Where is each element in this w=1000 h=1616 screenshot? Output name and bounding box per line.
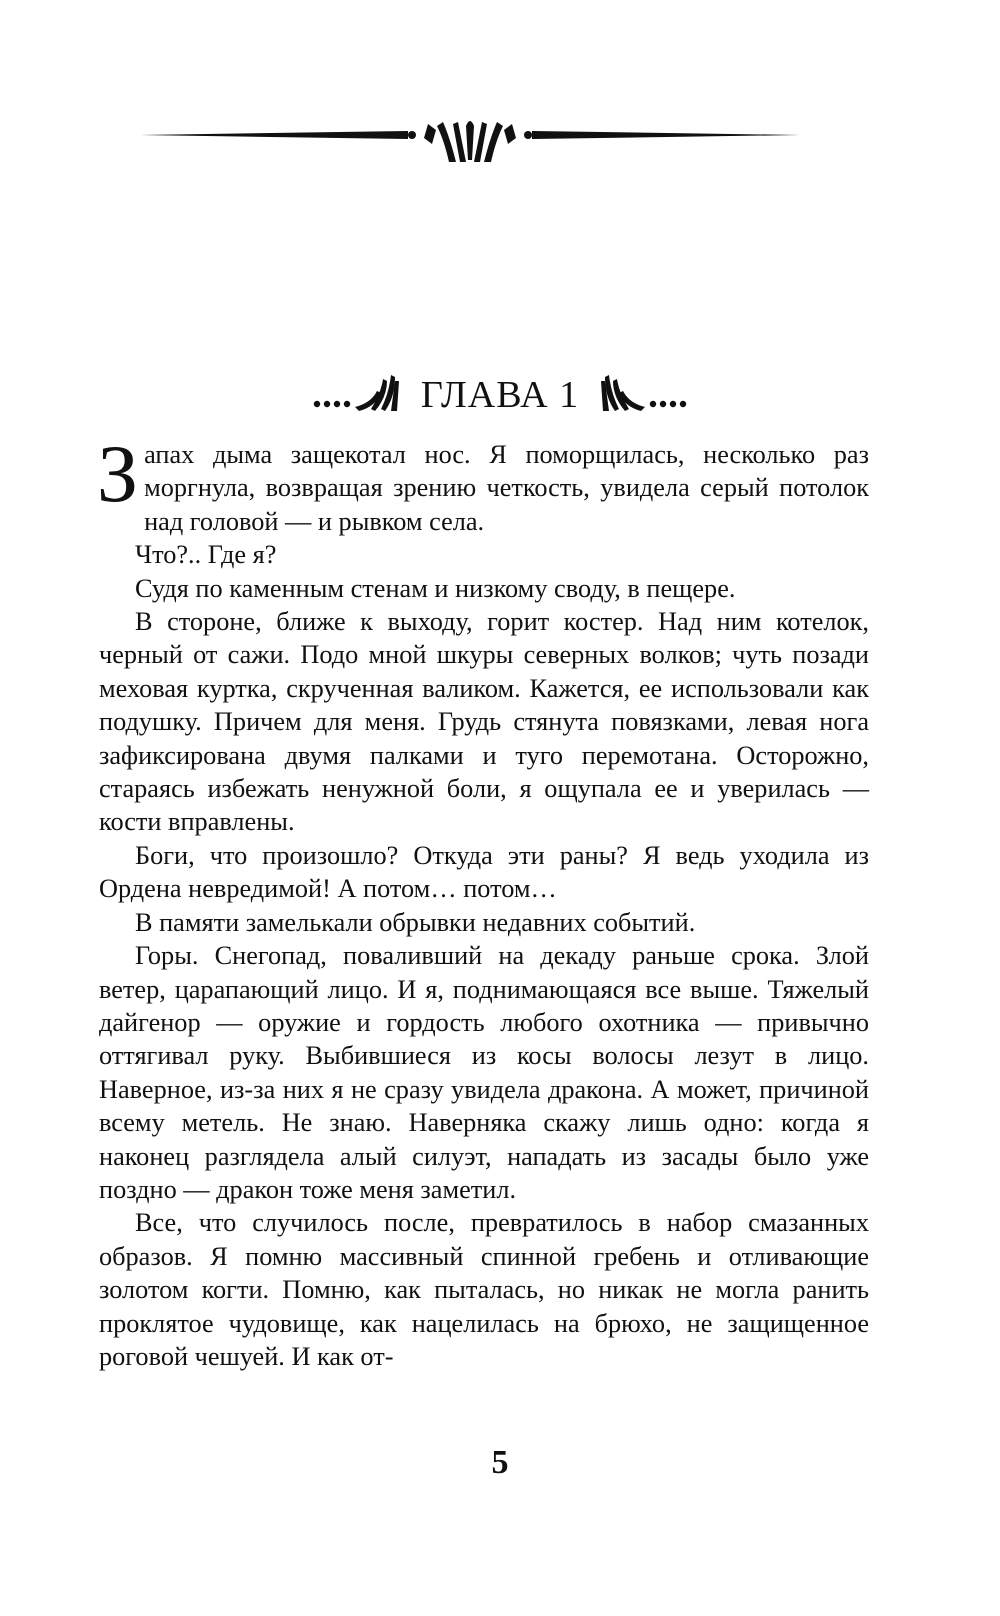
leaf-flourish-left-icon xyxy=(311,373,403,417)
drop-cap: З xyxy=(97,428,139,519)
leaf-flourish-right-icon xyxy=(597,373,689,417)
paragraph-7: Горы. Снегопад, поваливший на декаду раньше срока. Злой ветер, царапающий лицо. И я, поднимающаяся все выше. Тяжелый дайгенор — оружие и гордость любого охотника — привычно оттягивал руку. Выбившиеся из косы волосы лезут в лицо. Наверное, из-за них я не сразу увидела дракона. А может, причиной всему метель. Не знаю. Наверняка скажу лишь одно: когда я наконец разглядела алый силуэт, нападать из засады было уже поздно — дракон тоже меня заметил. xyxy=(99,941,869,1204)
paragraph-4: В стороне, ближе к выходу, горит костер. Над ним котелок, черный от сажи. Подо мной шкуры северных волков; чуть позади меховая куртка, скрученная валиком. Кажется, ее использовали как подушку. Причем для меня. Грудь стянута повязками, левая нога зафиксирована двумя палками и туго перемотана. Осторожно, стараясь избежать ненужной боли, я ощупала ее и уверилась — кости вправлены. xyxy=(99,607,869,837)
divider-flourish-icon xyxy=(140,118,800,178)
chapter-title: ГЛАВА 1 xyxy=(420,374,580,416)
page-number: 5 xyxy=(491,1444,509,1481)
paragraph-6: В памяти замелькали обрывки недавних событий. xyxy=(135,907,696,937)
paragraph-8: Все, что случилось после, превратилось в набор смазанных образов. Я помню массивный спинной гребень и отливающие золотом когти. Помню, как пыталась, но никак не могла ранить проклятое чудовище, как нацелилась на брюхо, не защищенное роговой чешуей. И как от- xyxy=(99,1208,869,1371)
paragraph-5: Боги, что произошло? Откуда эти раны? Я ведь уходила из Ордена невредимой! А потом… потом… xyxy=(99,840,869,904)
paragraph-1: Запах дыма защекотал нос. Я поморщилась, несколько раз моргнула, возвращая зрению четкость, увидела серый потолок над головой — и рывком села. xyxy=(97,428,869,536)
chapter-body xyxy=(97,428,869,1373)
paragraph-2: Что?.. Где я? xyxy=(135,540,277,570)
chapter-heading xyxy=(0,360,1000,430)
paragraph-3: Судя по каменным стенам и низкому своду, в пещере. xyxy=(135,573,736,603)
